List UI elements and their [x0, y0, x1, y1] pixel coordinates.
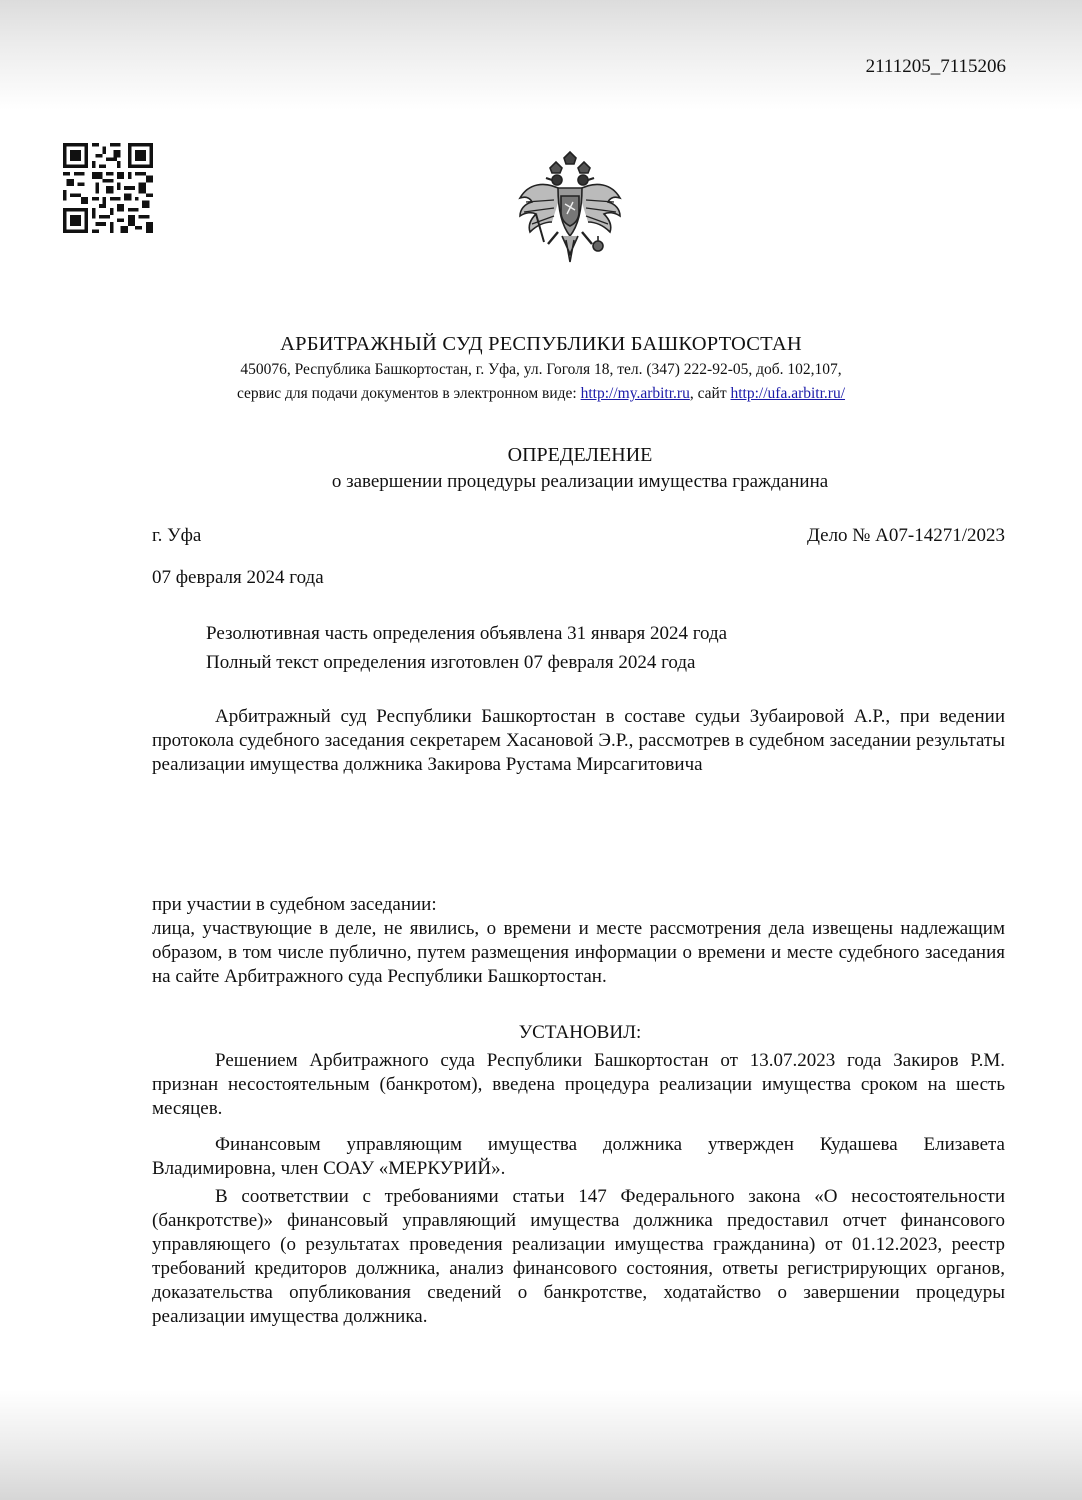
full-text-prepared: Полный текст определения изготовлен 07 февраля 2024 года: [206, 652, 696, 673]
coat-of-arms-icon: [514, 150, 626, 270]
qr-code-icon: [63, 143, 153, 233]
document-title: ОПРЕДЕЛЕНИЕ: [507, 444, 653, 466]
service-link[interactable]: http://my.arbitr.ru: [580, 385, 690, 402]
paragraph-financial-manager: Финансовым управляющим имущества должника утвержден Кудашева Елизавета Владимировна, член СОАУ «МЕРКУРИЙ».: [152, 1134, 1005, 1179]
document-subtitle: о завершении процедуры реализации имущества гражданина: [331, 471, 829, 492]
court-links-line: [0, 385, 1082, 403]
document-id: 2111205_7115206: [865, 56, 1006, 77]
established-heading: УСТАНОВИЛ:: [518, 1022, 642, 1043]
site-link[interactable]: http://ufa.arbitr.ru/: [730, 385, 846, 402]
court-name: АРБИТРАЖНЫЙ СУД РЕСПУБЛИКИ БАШКОРТОСТАН: [280, 333, 802, 355]
case-number: Дело № А07-14271/2023: [806, 525, 1005, 546]
paragraph-decision: Решением Арбитражного суда Республики Башкортостан от 13.07.2023 года Закиров Р.М. признан несостоятельным (банкротом), введена процедура реализации имущества сроком на шесть месяцев.: [152, 1050, 1005, 1119]
intro-paragraph: Арбитражный суд Республики Башкортостан в составе судьи Зубаировой А.Р., при ведении протокола судебного заседания секретарем Хасановой Э.Р., рассмотрев в судебном заседании результаты реализации имущества должника Закирова Рустама Мирсагитовича: [152, 706, 1005, 775]
document-date: 07 февраля 2024 года: [152, 567, 324, 588]
links-prefix: сервис для подачи документов в электронном виде:: [236, 385, 581, 402]
paragraph-report: В соответствии с требованиями статьи 147 Федерального закона «О несостоятельности (банкротстве)» финансовый управляющий имущества должника предоставил отчет финансового управляющего (о результатах проведения реализации имущества гражданина) от 01.12.2023, реестр требований кредиторов должника, анализ финансового состояния, ответы регистрирующих органов, доказательства опубликования сведений о банкротстве, ходатайство о завершении процедуры реализации имущества должника.: [152, 1186, 1005, 1327]
city: г. Уфа: [152, 525, 202, 546]
parties-paragraph: лица, участвующие в деле, не явились, о времени и месте рассмотрения дела извещены надлежащим образом, в том числе публично, путем размещения информации о времени и месте судебного заседания на сайте Арбитражного суда Республики Башкортостан.: [152, 918, 1005, 987]
court-address: 450076, Республика Башкортостан, г. Уфа, ул. Гоголя 18, тел. (347) 222-92-05, доб. 102,107,: [240, 361, 842, 378]
resolution-announced: Резолютивная часть определения объявлена 31 января 2024 года: [206, 623, 728, 644]
parties-label: при участии в судебном заседании:: [152, 894, 437, 915]
links-middle: , сайт: [689, 385, 731, 402]
